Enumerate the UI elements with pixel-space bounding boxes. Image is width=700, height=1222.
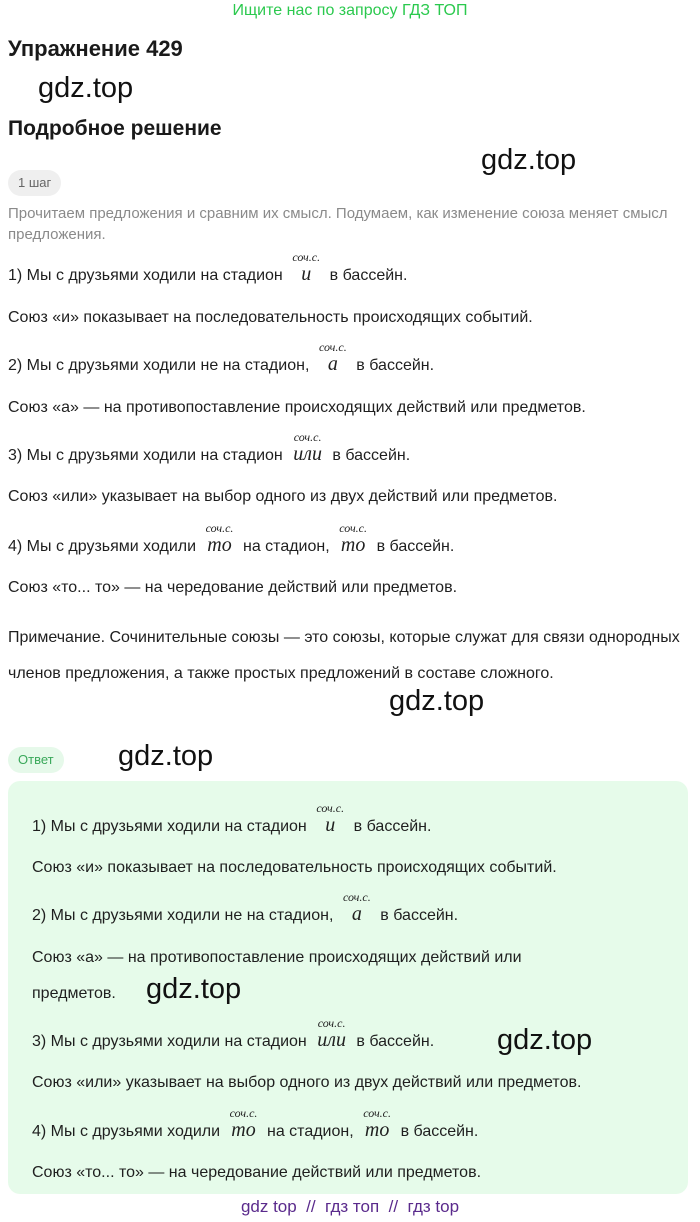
- answer-badge: Ответ: [8, 747, 64, 773]
- answer-explanation-2b: предметов.: [32, 985, 116, 1002]
- sentence-text: в бассейн.: [380, 907, 459, 924]
- sentence-4: [8, 521, 455, 557]
- solution-heading: Подробное решение: [8, 117, 222, 140]
- watermark: gdz.top: [38, 72, 134, 104]
- sentence-text: на стадион,: [266, 1123, 354, 1140]
- conjunction: [293, 430, 322, 466]
- sentence-text: 3) Мы с друзьями ходили на стадион: [8, 447, 283, 464]
- conjunction: [316, 801, 345, 837]
- footer-links: gdz top // гдз топ // гдз top: [240, 1197, 460, 1216]
- answer-explanation-3: Союз «или» указывает на выбор одного из двух действий или предметов.: [32, 1074, 582, 1091]
- conjunction: [205, 521, 234, 557]
- conj-word: а: [351, 903, 362, 925]
- explanation-4: Союз «то... то» — на чередование действий или предметов.: [8, 579, 458, 596]
- sentence-text: в бассейн.: [353, 818, 432, 835]
- answer-sentence-1: [32, 801, 432, 837]
- sentence-text: в бассейн.: [376, 538, 455, 555]
- watermark: gdz.top: [389, 685, 485, 717]
- answer-explanation-2a: Союз «а» — на противопоставление происходящих действий или: [32, 949, 522, 966]
- explanation-2: Союз «а» — на противопоставление происходящих действий или предметов.: [8, 399, 586, 416]
- conj-word: или: [317, 1029, 346, 1051]
- conj-word: то: [364, 1119, 390, 1141]
- conj-label: соч.с.: [316, 801, 345, 815]
- sentence-text: в бассейн.: [356, 1033, 435, 1050]
- conj-word: и: [301, 263, 312, 285]
- conj-label: соч.с.: [293, 430, 322, 444]
- conjunction: [229, 1106, 258, 1142]
- conj-label: соч.с.: [342, 890, 371, 904]
- note-paragraph: Примечание. Сочинительные союзы — это союзы, которые служат для связи однородных членов предложения, а также простых предложений в составе сложного.: [8, 629, 680, 682]
- sentence-text: 4) Мы с друзьями ходили: [32, 1123, 221, 1140]
- answer-explanation-4: Союз «то... то» — на чередование действий или предметов.: [32, 1164, 482, 1181]
- sentence-text: в бассейн.: [329, 267, 408, 284]
- sentence-text: 1) Мы с друзьями ходили на стадион: [8, 267, 283, 284]
- sentence-text: в бассейн.: [356, 357, 435, 374]
- conjunction: [292, 250, 321, 286]
- sentence-2: [8, 340, 435, 376]
- sentence-text: 2) Мы с друзьями ходили не на стадион,: [8, 357, 310, 374]
- sentence-text: в бассейн.: [332, 447, 411, 464]
- sentence-text: на стадион,: [242, 538, 330, 555]
- conjunction: [318, 340, 347, 376]
- top-banner: Ищите нас по запросу ГДЗ ТОП: [232, 2, 468, 19]
- answer-explanation-1: Союз «и» показывает на последовательность происходящих событий.: [32, 859, 557, 876]
- watermark: gdz.top: [481, 144, 577, 176]
- watermark: gdz.top: [146, 973, 242, 1005]
- conj-word: или: [293, 443, 322, 465]
- conj-label: соч.с.: [205, 521, 234, 535]
- conjunction: [363, 1106, 392, 1142]
- intro-text: Прочитаем предложения и сравним их смысл. Подумаем, как изменение союза меняет смысл предложения.: [8, 205, 668, 243]
- conj-word: то: [340, 534, 366, 556]
- answer-sentence-4: [32, 1106, 479, 1142]
- conj-label: соч.с.: [318, 340, 347, 354]
- conj-label: соч.с.: [317, 1016, 346, 1030]
- sentence-3: [8, 430, 411, 466]
- step-badge: 1 шаг: [8, 170, 61, 196]
- explanation-1: Союз «и» показывает на последовательность происходящих событий.: [8, 309, 533, 326]
- answer-sentence-2: [32, 890, 459, 926]
- conjunction: [317, 1016, 346, 1052]
- conj-word: и: [325, 814, 336, 836]
- conj-label: соч.с.: [229, 1106, 258, 1120]
- sentence-text: 3) Мы с друзьями ходили на стадион: [32, 1033, 307, 1050]
- watermark: gdz.top: [118, 740, 214, 772]
- sentence-text: 2) Мы с друзьями ходили не на стадион,: [32, 907, 334, 924]
- explanation-3: Союз «или» указывает на выбор одного из двух действий или предметов.: [8, 488, 558, 505]
- sentence-text: в бассейн.: [400, 1123, 479, 1140]
- conjunction: [342, 890, 371, 926]
- conj-word: то: [207, 534, 232, 556]
- sentence-text: 4) Мы с друзьями ходили: [8, 538, 197, 555]
- sentence-text: 1) Мы с друзьями ходили на стадион: [32, 818, 307, 835]
- answer-sentence-3: [32, 1016, 435, 1052]
- conj-label: соч.с.: [292, 250, 321, 264]
- conj-word: то: [231, 1119, 256, 1141]
- conjunction: [339, 521, 368, 557]
- sentence-1: [8, 250, 408, 286]
- exercise-title: Упражнение 429: [8, 36, 183, 61]
- watermark: gdz.top: [497, 1024, 593, 1056]
- conj-label: соч.с.: [339, 521, 368, 535]
- conj-word: а: [327, 353, 338, 375]
- conj-label: соч.с.: [363, 1106, 392, 1120]
